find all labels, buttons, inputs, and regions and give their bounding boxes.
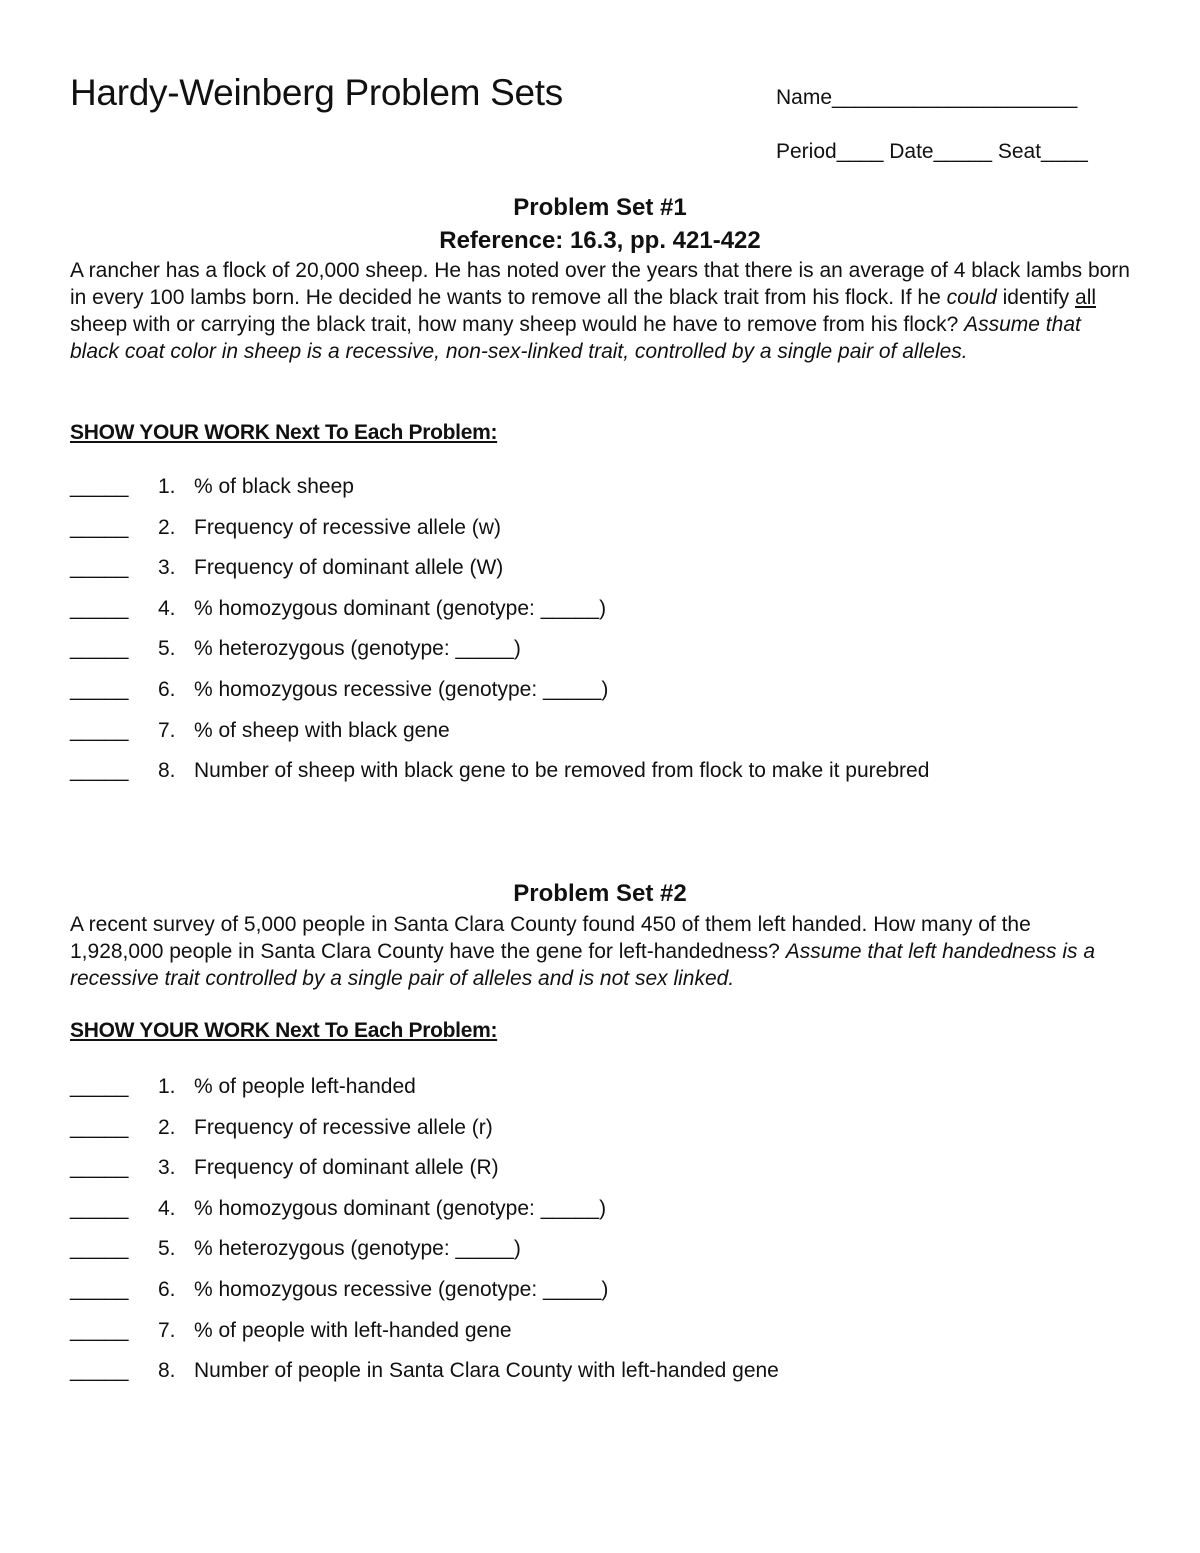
question-row: [70, 1236, 1130, 1277]
question-text: Frequency of dominant allele (R): [194, 1156, 499, 1180]
question-number: 4.: [158, 596, 176, 620]
question-row: [70, 1277, 1130, 1318]
question-row: [70, 718, 1130, 759]
set2-assumption: Assume that left handedness is a recessive trait controlled by a single pair of alleles and is not sex linked.: [70, 940, 1096, 990]
answer-blank[interactable]: _____: [70, 1359, 129, 1383]
question-number: 2.: [158, 515, 176, 539]
answer-blank[interactable]: _____: [70, 1237, 129, 1261]
question-number: 3.: [158, 556, 176, 580]
question-text: Frequency of recessive allele (w): [194, 515, 501, 539]
question-row: [70, 1358, 1130, 1399]
question-row: [70, 1318, 1130, 1359]
question-text: % heterozygous (genotype: _____): [194, 1237, 521, 1261]
question-row: [70, 1155, 1130, 1196]
question-row: [70, 677, 1130, 718]
question-number: 5.: [158, 637, 176, 661]
question-row: [70, 515, 1130, 556]
answer-blank[interactable]: _____: [70, 596, 129, 620]
answer-blank[interactable]: _____: [70, 677, 129, 701]
answer-blank[interactable]: _____: [70, 637, 129, 661]
question-number: 3.: [158, 1156, 176, 1180]
name-field[interactable]: Name_____________________: [776, 86, 1078, 109]
page-title: Hardy-Weinberg Problem Sets: [70, 72, 563, 113]
question-text: % homozygous dominant (genotype: _____): [194, 1196, 607, 1220]
answer-blank[interactable]: _____: [70, 759, 129, 783]
question-row: [70, 596, 1130, 637]
question-number: 8.: [158, 759, 176, 783]
question-number: 6.: [158, 1277, 176, 1301]
question-number: 1.: [158, 475, 176, 498]
question-row: [70, 1074, 1130, 1115]
set2-show-work: SHOW YOUR WORK Next To Each Problem:: [70, 1019, 498, 1042]
set1-assumption: Assume that black coat color in sheep is a recessive, non-sex-linked trait, controlled by a single pair of alleles.: [70, 313, 1081, 363]
question-number: 8.: [158, 1359, 176, 1383]
question-row: [70, 1115, 1130, 1156]
answer-blank[interactable]: _____: [70, 1318, 129, 1342]
question-number: 5.: [158, 1237, 176, 1261]
answer-blank[interactable]: _____: [70, 515, 129, 539]
question-text: Number of sheep with black gene to be removed from flock to make it purebred: [194, 759, 930, 783]
set1-reference: Reference: 16.3, pp. 421-422: [439, 227, 761, 254]
question-row: [70, 758, 1130, 799]
set2-text-a: A recent survey of 5,000 people in Santa Clara County found 450 of them left handed. How many of the 1,928,000 people in Santa Clara County have the gene for left-handedness?: [70, 913, 1031, 963]
answer-blank[interactable]: _____: [70, 1196, 129, 1220]
question-text: % of people left-handed: [194, 1075, 416, 1098]
set1-show-work: SHOW YOUR WORK Next To Each Problem:: [70, 421, 498, 444]
set2-heading: Problem Set #2: [513, 880, 687, 907]
set1-heading: Problem Set #1: [513, 194, 687, 221]
answer-blank[interactable]: _____: [70, 1075, 129, 1098]
question-number: 4.: [158, 1196, 176, 1220]
question-text: % of people with left-handed gene: [194, 1318, 512, 1342]
question-row: [70, 474, 1130, 515]
set1-question-list: [70, 474, 1130, 799]
question-text: % of sheep with black gene: [194, 718, 450, 742]
answer-blank[interactable]: _____: [70, 718, 129, 742]
answer-blank[interactable]: _____: [70, 556, 129, 580]
question-row: [70, 636, 1130, 677]
set1-text-a: A rancher has a flock of 20,000 sheep. He has noted over the years that there is an average of 4 black lambs born in every 100 lambs born. He decided he wants to remove all the black trait from his flock. If he: [70, 259, 1130, 309]
period-date-seat-fields[interactable]: Period____ Date_____ Seat____: [776, 140, 1088, 163]
set2-question-list: [70, 1074, 1130, 1399]
question-number: 7.: [158, 718, 176, 742]
question-row: [70, 1196, 1130, 1237]
answer-blank[interactable]: _____: [70, 1115, 129, 1139]
question-text: % of black sheep: [194, 475, 354, 498]
answer-blank[interactable]: _____: [70, 475, 129, 498]
question-text: Frequency of dominant allele (W): [194, 556, 504, 580]
set1-text-all: all: [1075, 286, 1097, 309]
question-text: % homozygous recessive (genotype: _____): [194, 1277, 609, 1301]
question-number: 7.: [158, 1318, 176, 1342]
set1-text-c: sheep with or carrying the black trait, how many sheep would he have to remove from his flock?: [70, 313, 965, 336]
set1-text-could: could: [946, 286, 997, 309]
question-text: Frequency of recessive allele (r): [194, 1115, 493, 1139]
set1-problem-text: [70, 257, 1130, 365]
question-text: % homozygous dominant (genotype: _____): [194, 596, 607, 620]
answer-blank[interactable]: _____: [70, 1277, 129, 1301]
question-text: % homozygous recessive (genotype: _____): [194, 677, 609, 701]
answer-blank[interactable]: _____: [70, 1156, 129, 1180]
set2-problem-text: [70, 911, 1130, 992]
question-number: 6.: [158, 677, 176, 701]
question-number: 1.: [158, 1075, 176, 1098]
question-text: Number of people in Santa Clara County with left-handed gene: [194, 1359, 779, 1383]
question-text: % heterozygous (genotype: _____): [194, 637, 521, 661]
question-row: [70, 555, 1130, 596]
set1-text-b: identify: [996, 286, 1076, 309]
question-number: 2.: [158, 1115, 176, 1139]
